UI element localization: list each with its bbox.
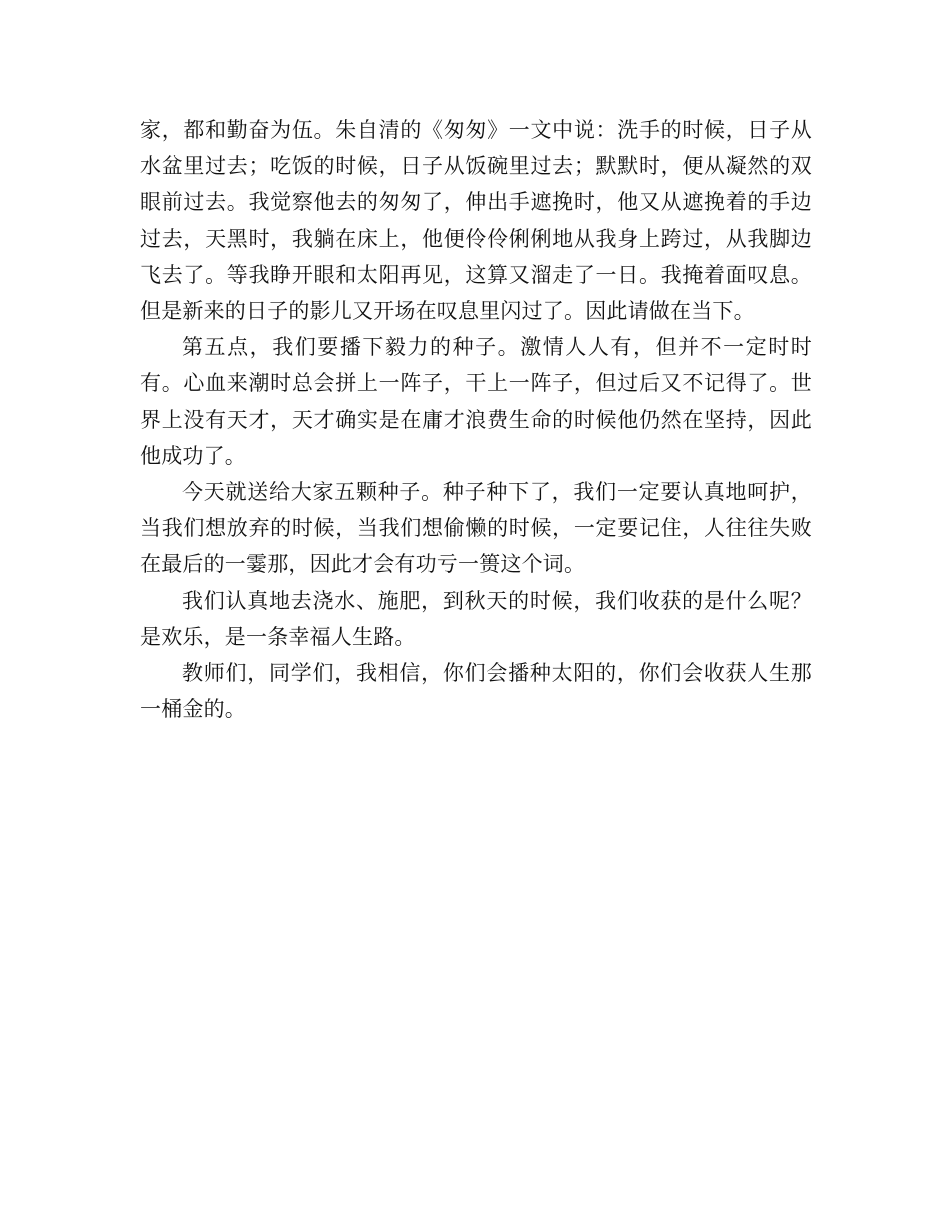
paragraph-2: 第五点，我们要播下毅力的种子。激情人人有，但并不一定时时有。心血来潮时总会拼上一阵子，干上一阵子，但过后又不记得了。世界上没有天才，天才确实是在庸才浪费生命的时候他仍然在坚持，因此他成功了。 (140, 335, 812, 468)
paragraph-4: 我们认真地去浇水、施肥，到秋天的时候，我们收获的是什么呢？是欢乐，是一条幸福人生路。 (140, 588, 812, 649)
paragraph-5: 教师们，同学们，我相信，你们会播种太阳的，你们会收获人生那一桶金的。 (140, 661, 812, 722)
paragraph-1: 家，都和勤奋为伍。朱自清的《匆匆》一文中说：洗手的时候，日子从水盆里过去；吃饭的时候，日子从饭碗里过去；默默时，便从凝然的双眼前过去。我觉察他去的匆匆了，伸出手遮挽时，他又从遮挽着的手边过去，天黑时，我躺在床上，他便伶伶俐俐地从我身上跨过，从我脚边飞去了。等我睁开眼和太阳再见，这算又溜走了一日。我掩着面叹息。但是新来的日子的影儿又开场在叹息里闪过了。因此请做在当下。 (140, 118, 812, 324)
document-body (140, 112, 812, 727)
paragraph-3: 今天就送给大家五颗种子。种子种下了，我们一定要认真地呵护，当我们想放弃的时候，当我们想偷懒的时候，一定要记住，人往往失败在最后的一霎那，因此才会有功亏一篑这个词。 (140, 480, 812, 577)
